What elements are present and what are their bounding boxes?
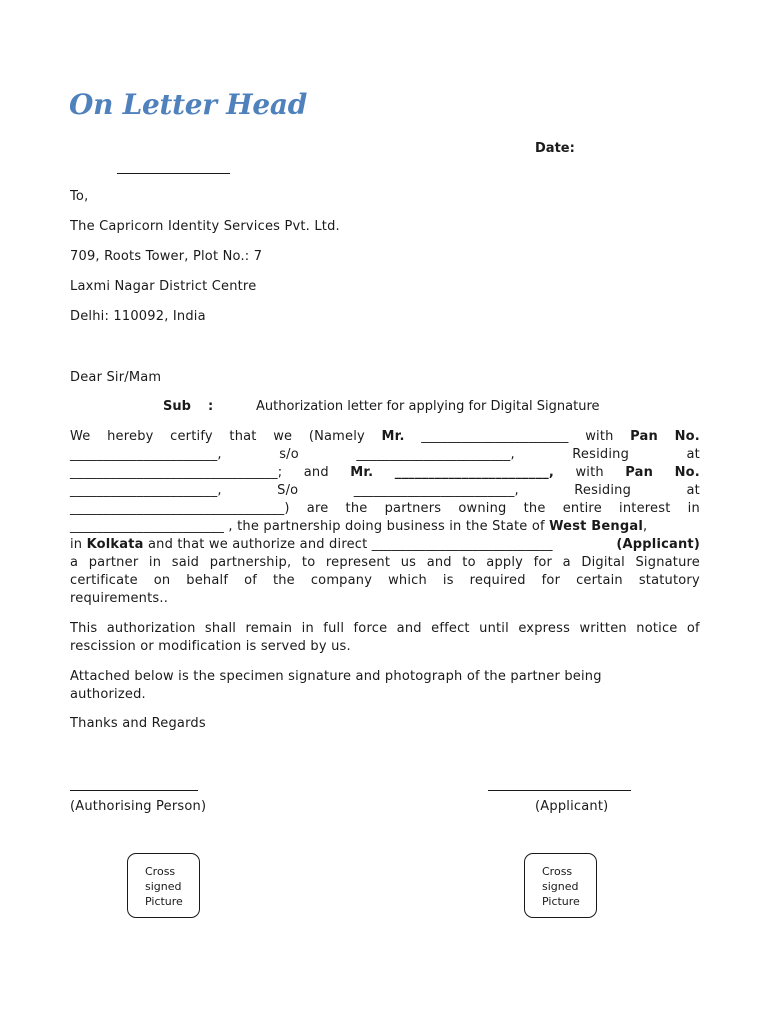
salutation: Dear Sir/Mam — [70, 370, 162, 385]
body-line-6 — [70, 518, 700, 536]
word: express — [518, 621, 571, 636]
body-line-10: requirements.. — [70, 591, 169, 606]
word: remain — [245, 621, 293, 636]
word: effect — [431, 621, 470, 636]
body-p3-line-1: Attached below is the specimen signature and photograph of the partner being — [70, 669, 602, 684]
closing: Thanks and Regards — [70, 716, 206, 731]
body-paragraph-2 — [70, 620, 700, 656]
word: for — [533, 555, 553, 570]
word: said — [171, 555, 200, 570]
state-name: West Bengal — [549, 519, 643, 534]
word: S/o — [277, 483, 299, 498]
picture-box-text: Cross — [145, 865, 176, 878]
address-to: To, — [70, 189, 89, 204]
word: on — [153, 573, 171, 588]
word: of — [686, 621, 700, 636]
body-line-9 — [70, 572, 700, 590]
body-line-3 — [70, 464, 700, 482]
body-paragraph-1 — [70, 428, 700, 608]
address-line-3: Delhi: 110092, India — [70, 309, 206, 324]
word: to — [301, 555, 316, 570]
body-paragraph-3 — [70, 668, 700, 704]
date-label: Date: — [535, 141, 575, 156]
word: and — [396, 621, 422, 636]
word: required — [469, 573, 526, 588]
authorising-person-label: (Authorising Person) — [70, 799, 207, 814]
pan-blank: ______________________, — [70, 483, 222, 498]
word: to — [462, 555, 476, 570]
body-line-2 — [70, 446, 700, 464]
word: with — [585, 429, 614, 444]
word: that — [229, 429, 257, 444]
word: the — [345, 501, 368, 516]
address-company: The Capricorn Identity Services Pvt. Ltd. — [70, 219, 340, 234]
subject-text: Authorization letter for applying for Digital Signature — [256, 399, 600, 414]
picture-box-text: Picture — [145, 895, 183, 908]
word: we — [273, 429, 293, 444]
word: the — [523, 501, 546, 516]
city-name: Kolkata — [86, 537, 144, 552]
address-blank: ________________________________) — [70, 501, 290, 516]
picture-box-text: Picture — [542, 895, 580, 908]
picture-box-text: Cross — [542, 865, 573, 878]
word: a — [70, 555, 79, 570]
address-line-1: 709, Roots Tower, Plot No.: 7 — [70, 249, 263, 264]
word: with — [575, 465, 604, 480]
word: are — [306, 501, 329, 516]
word: and — [426, 555, 452, 570]
word: s/o — [279, 447, 299, 462]
subject-label: Sub — [163, 399, 191, 414]
word: a — [562, 555, 571, 570]
picture-box-authorising — [127, 853, 200, 918]
word: Digital — [581, 555, 625, 570]
word: in — [301, 621, 314, 636]
word: is — [442, 573, 454, 588]
word: full — [323, 621, 345, 636]
word: Residing — [572, 447, 630, 462]
word: statutory — [638, 573, 700, 588]
word: Mr. — [381, 429, 405, 444]
authorising-signature-line — [70, 790, 198, 791]
word: until — [479, 621, 509, 636]
word: hereby — [107, 429, 154, 444]
picture-box-applicant — [524, 853, 597, 918]
address-blank: _______________________________; — [70, 465, 283, 480]
word: authorization — [106, 621, 196, 636]
word: in — [148, 555, 162, 570]
word: (Namely — [308, 429, 365, 444]
body-line-1 — [70, 428, 700, 446]
body-p3-line-2: authorized. — [70, 687, 146, 702]
body-line-7 — [70, 536, 700, 554]
word: at — [686, 483, 700, 498]
word: shall — [204, 621, 237, 636]
father-name-blank: _______________________, — [356, 447, 515, 462]
body-line-8 — [70, 554, 700, 572]
word: certain — [576, 573, 623, 588]
body-p2-line-1 — [70, 620, 700, 638]
picture-box-text: signed — [145, 880, 182, 893]
word: entire — [562, 501, 602, 516]
word: certify — [170, 429, 213, 444]
letter-head-title: On Letter Head — [69, 88, 307, 121]
word: partnership, — [209, 555, 292, 570]
word: behalf — [186, 573, 229, 588]
pan-blank: ______________________, — [70, 447, 222, 462]
word: Mr. — [350, 465, 374, 480]
word: notice — [636, 621, 678, 636]
word: written — [579, 621, 627, 636]
body-line-4 — [70, 482, 700, 500]
word: This — [70, 621, 98, 636]
father-name-blank: ________________________, — [353, 483, 519, 498]
picture-box-text: signed — [542, 880, 579, 893]
word: interest — [619, 501, 671, 516]
applicant-label: (Applicant) — [535, 799, 609, 814]
word: partners — [384, 501, 442, 516]
subject-colon: : — [208, 399, 214, 414]
word: force — [353, 621, 388, 636]
word: company — [310, 573, 373, 588]
word: us — [400, 555, 417, 570]
name-blank: _______________________, — [394, 465, 554, 480]
word: for — [541, 573, 561, 588]
word: which — [388, 573, 427, 588]
word: apply — [486, 555, 524, 570]
word: Pan — [630, 429, 658, 444]
word: of — [244, 573, 257, 588]
word: at — [686, 447, 700, 462]
body-text: and that we authorize and direct ___________________________ — [143, 537, 553, 552]
word: and — [303, 465, 329, 480]
body-line-5 — [70, 500, 700, 518]
word: We — [70, 429, 91, 444]
word: owning — [458, 501, 507, 516]
word: Signature — [635, 555, 700, 570]
word: certificate — [70, 573, 138, 588]
word: represent — [325, 555, 391, 570]
address-line-2: Laxmi Nagar District Centre — [70, 279, 257, 294]
body-text: in — [70, 537, 87, 552]
body-p2-line-2: rescission or modification is served by us. — [70, 639, 351, 654]
word: in — [687, 501, 700, 516]
body-text: , — [643, 519, 648, 534]
applicant-signature-line — [488, 790, 631, 791]
body-text: _______________________ , the partnership doing business in the State of — [70, 519, 550, 534]
word: No. — [674, 465, 700, 480]
name-blank: ______________________ — [421, 429, 569, 444]
word: Residing — [574, 483, 632, 498]
word: the — [272, 573, 295, 588]
word: partner — [88, 555, 139, 570]
applicant-tag: (Applicant) — [616, 537, 700, 552]
date-blank-line — [117, 173, 230, 174]
word: No. — [674, 429, 700, 444]
word: Pan — [625, 465, 654, 480]
